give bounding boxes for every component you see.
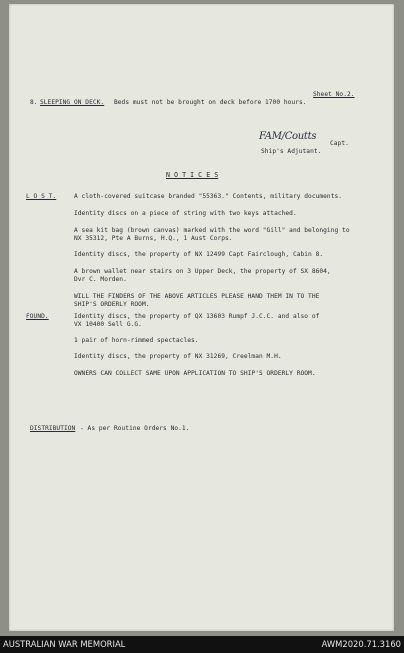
lost-item: A sea kit bag (brown canvas) marked with the word "Gill" and belonging to: [74, 227, 350, 234]
item-8-heading: SLEEPING ON DECK.: [40, 99, 105, 106]
lost-request-line-2: SHIP'S ORDERLY ROOM.: [74, 301, 150, 308]
item-8-text: Beds must not be brought on deck before 1700 hours.: [114, 99, 307, 106]
lost-item: A cloth-covered suitcase branded "55363." Contents, military documents.: [74, 193, 343, 200]
item-8-number: 8.: [30, 99, 38, 106]
signature-rank: Capt.: [330, 140, 349, 147]
sheet-number: Sheet No.2.: [313, 91, 355, 98]
found-item: Identity discs, the property of NX 31269, Creelman M.H.: [74, 353, 282, 360]
distribution-text: - As per Routine Orders No.1.: [80, 425, 190, 432]
adjutant-signature: FAM/Coutts: [259, 131, 317, 142]
lost-item: Identity discs, the property of NX 12499 Capt Fairclough, Cabin 8.: [74, 251, 324, 258]
footer-accession-number: AWM2020.71.3160: [321, 639, 401, 649]
signature-title: Ship's Adjutant.: [261, 148, 322, 155]
lost-label: L O S T.: [26, 193, 57, 200]
found-collect-notice: OWNERS CAN COLLECT SAME UPON APPLICATION TO SHIP'S ORDERLY ROOM.: [74, 370, 316, 377]
distribution-label: DISTRIBUTION: [30, 425, 76, 432]
found-label: FOUND.: [26, 313, 49, 320]
lost-item: Dvr C. Morden.: [74, 276, 127, 283]
found-item: Identity discs, the property of QX 13603 Rumpf J.C.C. and also of: [74, 313, 320, 320]
lost-item: Identity discs on a piece of string with two keys attached.: [74, 210, 297, 217]
lost-item: NX 35312, Pte A Burns, H.Q., 1 Aust Corps.: [74, 235, 233, 242]
lost-request-line-1: WILL THE FINDERS OF THE ABOVE ARTICLES PLEASE HAND THEM IN TO THE: [74, 293, 320, 300]
archive-footer: [0, 636, 404, 653]
notices-title: N O T I C E S: [166, 171, 219, 179]
found-item: VX 10400 Sell G.G.: [74, 321, 142, 328]
lost-item: A brown wallet near stairs on 3 Upper Deck, the property of SX 8604,: [74, 268, 331, 275]
footer-institution: AUSTRALIAN WAR MEMORIAL: [3, 639, 126, 649]
found-item: 1 pair of horn-rimmed spectacles.: [74, 337, 199, 344]
